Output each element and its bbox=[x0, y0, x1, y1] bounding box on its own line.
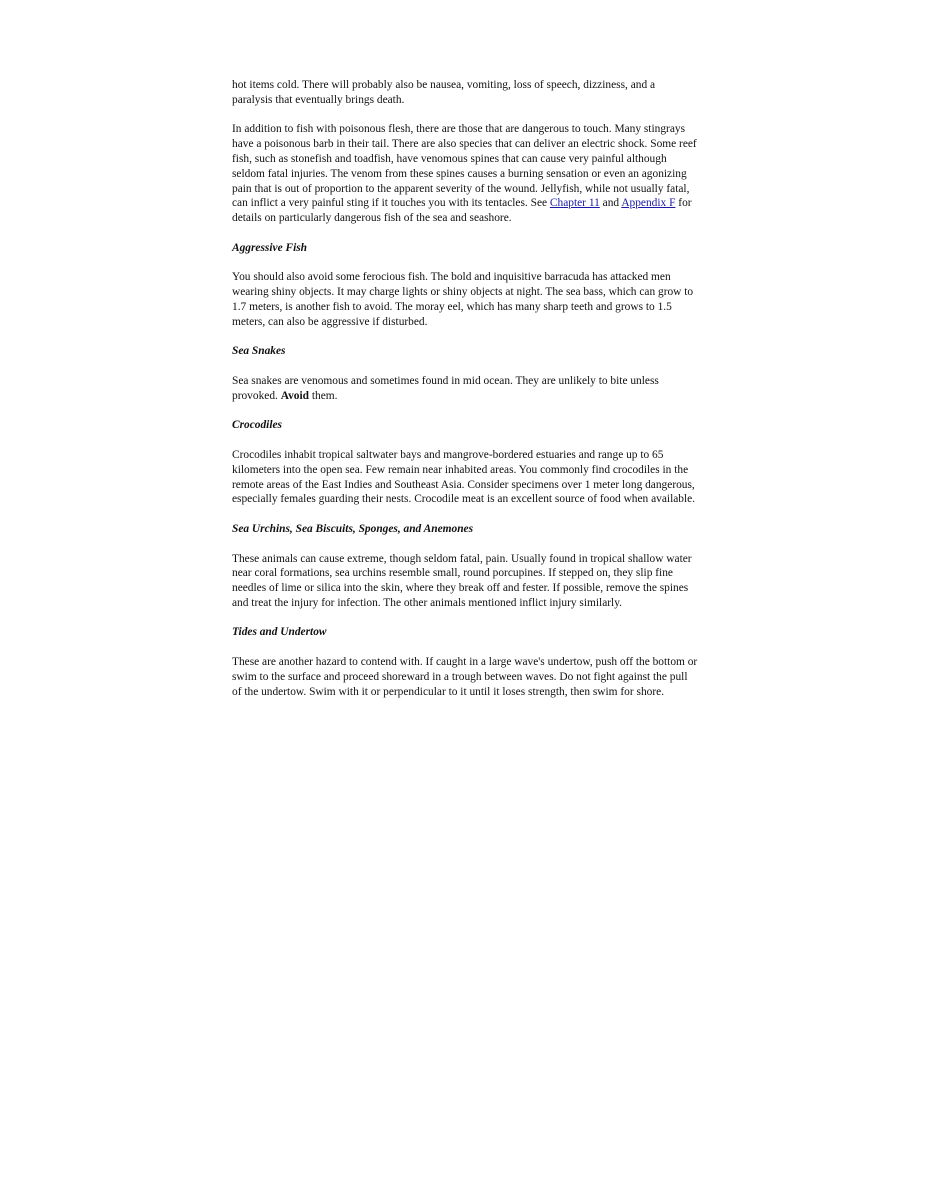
sea-snakes-text-after: them. bbox=[309, 389, 338, 402]
heading-crocodiles: Crocodiles bbox=[232, 419, 282, 432]
sea-urchins-paragraph: These animals can cause extreme, though seldom fatal, pain. Usually found in tropical shallow water near coral formations, sea urchins resemble small, round porcupines. If stepped on, they slip fine needles of lime or silica into the skin, where they break off and fester. If possible, remove the spines and treat the injury for infection. The other animals mentioned inflict injury similarly. bbox=[232, 552, 692, 609]
heading-sea-snakes: Sea Snakes bbox=[232, 345, 286, 358]
touch-text-after: for details on particularly dangerous fish of the sea and seashore. bbox=[232, 197, 692, 225]
appendix-f-link[interactable]: Appendix F bbox=[621, 197, 676, 210]
heading-aggressive-fish: Aggressive Fish bbox=[232, 241, 307, 254]
chapter-11-link[interactable]: Chapter 11 bbox=[549, 197, 600, 210]
touch-text-and: and bbox=[599, 197, 622, 210]
heading-sea-urchins: Sea Urchins, Sea Biscuits, Sponges, and Anemones bbox=[232, 522, 474, 535]
touch-text-before: In addition to fish with poisonous flesh, there are those that are dangerous to touch. Many stingrays have a poisonous barb in their tail. There are also species that can deliver an electric shock. Some reef fish, such as stonefish and toadfish, have venomous spines that can cause very painful although seldom fatal injuries. The venom from these spines causes a burning sensation or even an agonizing pain that is out of proportion to the apparent severity of the wound. Jellyfish, while not usually fatal, can inflict a very painful sting if it touches you with its tentacles. See bbox=[232, 123, 697, 210]
touch-danger-paragraph bbox=[232, 122, 698, 226]
sea-snakes-text-before: Sea snakes are venomous and sometimes found in mid ocean. They are unlikely to bite unless provoked. bbox=[232, 374, 659, 402]
sea-snakes-avoid-emphasis: Avoid bbox=[280, 389, 309, 402]
heading-tides-undertow: Tides and Undertow bbox=[232, 626, 327, 639]
aggressive-fish-paragraph: You should also avoid some ferocious fish. The bold and inquisitive barracuda has attacked men wearing shiny objects. It may charge lights or shiny objects at night. The sea bass, which can grow to 1.7 meters, is another fish to avoid. The moray eel, which has many sharp teeth and grows to 1.5 meters, can also be aggressive if disturbed. bbox=[232, 271, 694, 328]
document-page bbox=[232, 78, 698, 714]
intro-paragraph: hot items cold. There will probably also be nausea, vomiting, loss of speech, dizziness, and a paralysis that eventually brings death. bbox=[232, 79, 656, 106]
tides-paragraph: These are another hazard to contend with. If caught in a large wave's undertow, push off the bottom or swim to the surface and proceed shoreward in a trough between waves. Do not fight against the pull of the undertow. Swim with it or perpendicular to it until it loses strength, then swim for shore. bbox=[232, 656, 698, 698]
crocodiles-paragraph: Crocodiles inhabit tropical saltwater bays and mangrove-bordered estuaries and range up to 65 kilometers into the open sea. Few remain near inhabited areas. You commonly find crocodiles in the remote areas of the East Indies and Southeast Asia. Consider specimens over 1 meter long dangerous, especially females guarding their nests. Crocodile meat is an excellent source of food when available. bbox=[232, 448, 696, 506]
sea-snakes-paragraph bbox=[232, 374, 698, 404]
